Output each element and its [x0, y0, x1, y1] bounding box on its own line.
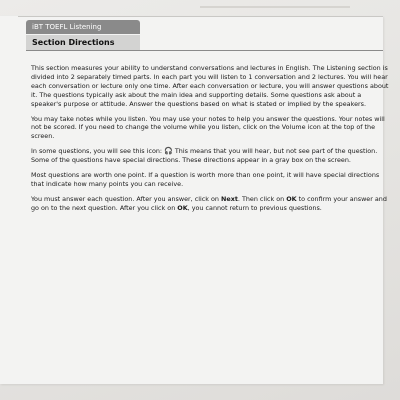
- ok-keyword: OK: [177, 203, 188, 212]
- top-divider: [18, 16, 383, 17]
- paragraph-icon-text-1: In some questions, you will see this icon:: [31, 147, 165, 156]
- paragraph-icon-text-2: This means that you will hear, but not see part of the question. Some of the questions have special directions. These directions appear in a gray box on the screen.: [31, 147, 378, 165]
- headphone-icon: 🎧: [164, 147, 173, 156]
- next-keyword: Next: [221, 194, 238, 203]
- answer-text-2: . Then click on: [237, 194, 287, 203]
- directions-body: [31, 64, 391, 219]
- paragraph-overview: This section measures your ability to understand conversations and lectures in English. The Listening section is divided into 2 separately timed parts. In each part you will listen to 1 conversation and 2 lectures. You will hear each conversation or lecture only one time. After each conversation or lecture, you will answer questions about it. The questions typically ask about the main idea and supporting details. Some questions ask about a speaker's purpose or attitude. Answer the questions based on what is stated or implied by the speakers.: [31, 64, 389, 108]
- test-label-bar: iBT TOEFL Listening: [26, 20, 140, 34]
- bleed-through-mark: [200, 6, 350, 8]
- paragraph-points: Most questions are worth one point. If a question is worth more than one point, it will have special directions that indicate how many points you can receive.: [31, 171, 380, 188]
- paragraph-notes: You may take notes while you listen. You may use your notes to help you answer the questions. Your notes will not be scored. If you need to change the volume while you listen, click on the Volume icon at the top of the screen.: [31, 114, 385, 141]
- ok-keyword: OK: [286, 194, 297, 203]
- paragraph-icon: [31, 147, 391, 165]
- header-divider: [26, 50, 383, 51]
- paragraph-answer: [31, 195, 391, 213]
- answer-text-3: to confirm your answer and go on to the next question. After you click on: [31, 194, 387, 212]
- answer-text-4: , you cannot return to previous questions.: [187, 203, 322, 212]
- answer-text-1: You must answer each question. After you answer, click on: [31, 194, 222, 203]
- section-title: Section Directions: [26, 35, 140, 50]
